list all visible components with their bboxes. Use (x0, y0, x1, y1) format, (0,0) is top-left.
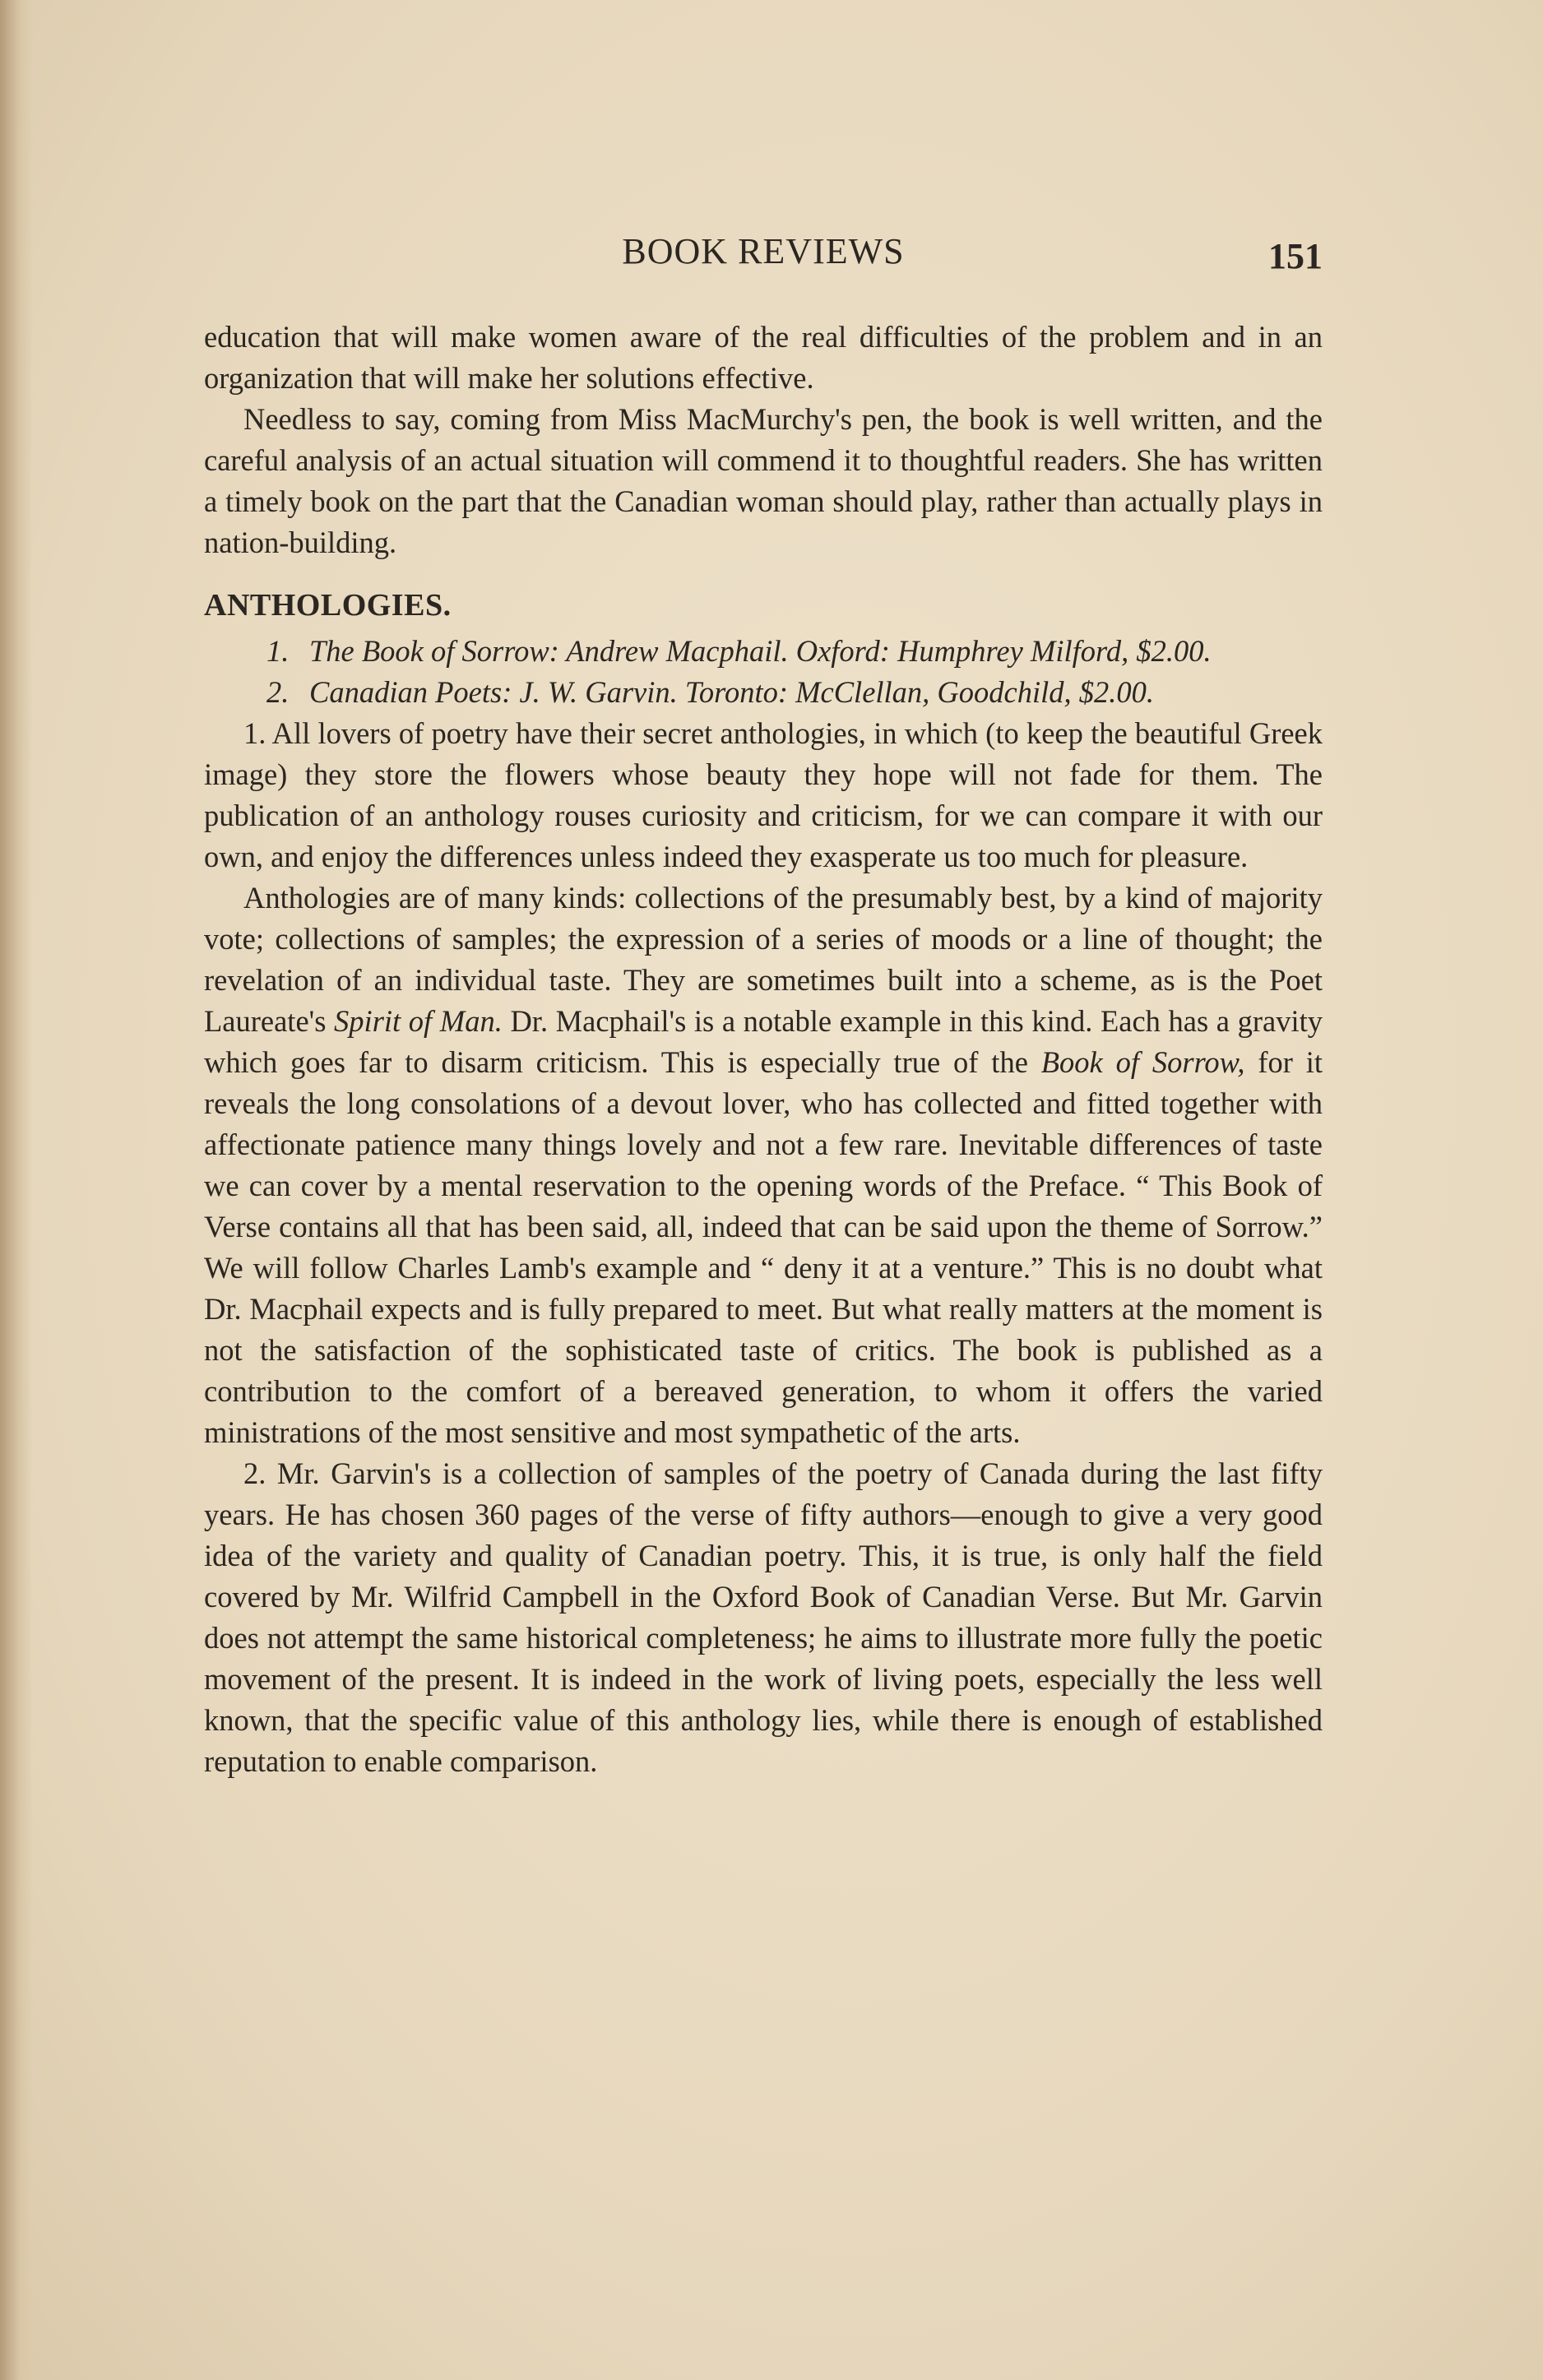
italic-title: Book of Sorrow, (1040, 1045, 1245, 1079)
entry-number: 2. (266, 675, 290, 709)
paragraph: 2. Mr. Garvin's is a collection of samples of the poetry of Canada during the last fifty years. He has chosen 360 pages of the verse of fifty authors—enough to give a very good idea of the variety and quality of Canadian poetry. This, it is true, is only half the field covered by Mr. Wilfrid Campbell in the Oxford Book of Canadian Verse. But Mr. Garvin does not attempt the same historical completeness; he aims to illustrate more fully the poetic movement of the present. It is indeed in the work of living poets, especially the less well known, that the specific value of this anthology lies, while there is enough of established reputation to enable comparison. (204, 1456, 1323, 1778)
section-heading: ANTHOLOGIES. (204, 588, 452, 623)
bibliography-entry (266, 672, 1323, 713)
text-run: Dr. Macphail's is a notable example in this kind. Each has a gravity which goes far to disarm criticism. This is especially true of the (204, 1004, 1323, 1079)
text-run: for it reveals the long consolations of a devout lover, who has collected and fitted together with affectionate patience many things lovely and not a few rare. Inevitable differences of taste we can cover by a mental reservation to the opening words of the Preface. “ This Book of Verse contains all that has been said, all, indeed that can be said upon the theme of Sorrow.” We will follow Charles Lamb's example and “ deny it at a venture.” This is no doubt what Dr. Macphail expects and is fully prepared to meet. But what really matters at the moment is not the satisfaction of the sophisticated taste of critics. The book is published as a contribution to the comfort of a bereaved generation, to whom it offers the varied ministrations of the most sensitive and most sympathetic of the arts. (204, 1045, 1323, 1449)
page-gutter-shadow (0, 0, 33, 2380)
page-header (204, 230, 1323, 280)
running-title: BOOK REVIEWS (622, 231, 905, 271)
paragraph: Needless to say, coming from Miss MacMurchy's pen, the book is well written, and the careful analysis of an actual situation will commend it to thoughtful readers. She has written a timely book on the part that the Canadian woman should play, rather than actually plays in nation-building. (204, 402, 1323, 559)
bibliography-entry (266, 631, 1323, 672)
page-body (204, 317, 1323, 1782)
entry-text: Canadian Poets: J. W. Garvin. Toronto: McClellan, Goodchild, $2.00. (309, 675, 1155, 709)
italic-title: Spirit of Man. (334, 1004, 503, 1038)
entry-number: 1. (266, 634, 290, 668)
page-number: 151 (1268, 236, 1323, 276)
bibliography-entries (204, 631, 1323, 713)
text-run: Anthologies are of many kinds: collections of the presumably best, by a kind of majority vote; collections of samples; the expression of a series of moods or a line of thought; the revelation of an individual taste. They are sometimes built into a scheme, as is the Poet Laureate's (204, 881, 1323, 1038)
paragraph: 1. All lovers of poetry have their secret anthologies, in which (to keep the beautiful Greek image) they store the flowers whose beauty they hope will not fade for them. The publication of an anthology rouses curiosity and criticism, for we can compare it with our own, and enjoy the differences unless indeed they exasperate us too much for pleasure. (204, 716, 1323, 873)
paragraph-continued: education that will make women aware of the real difficulties of the problem and in an organization that will make her solutions effective. (204, 320, 1323, 395)
entry-text: The Book of Sorrow: Andrew Macphail. Oxford: Humphrey Milford, $2.00. (309, 634, 1212, 668)
paragraph (204, 877, 1323, 1453)
